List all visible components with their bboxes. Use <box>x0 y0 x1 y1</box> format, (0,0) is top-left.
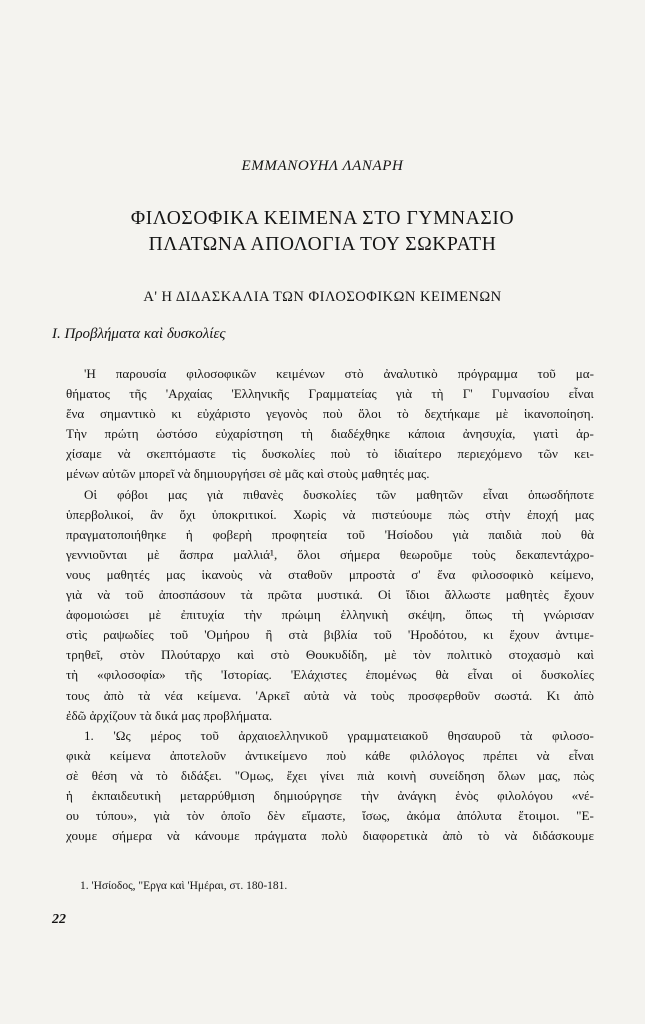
section-heading: Α' Η ΔΙΔΑΣΚΑΛΙΑ ΤΩΝ ΦΙΛΟΣΟΦΙΚΩΝ ΚΕΙΜΕΝΩΝ <box>143 289 502 305</box>
text-line: νους μαθητές μας ἱκανοὺς νὰ σταθοῦν μπροστὰ σ' ἕνα φιλοσοφικὸ κείμενο, <box>66 566 594 582</box>
text-line: ου τύπου», γιὰ τὸν ὁποῖο δὲν εἴμαστε, ἴσως, ἀκόμα ἀπόλυτα ἕτοιμοι. "Ε- <box>66 808 594 824</box>
page-number: 22 <box>52 912 66 927</box>
subsection-heading: Ι. Προβλήματα καὶ δυσκολίες <box>52 326 226 342</box>
text-line: τρηθεῖ, στὸν Πλούταρχο καὶ στὸ Θουκυδίδη, μὲ τὸν πολιτικὸ στοχασμὸ καὶ <box>66 647 594 663</box>
text-line: χίσαμε νὰ σκεπτόμαστε τὶς δυσκολίες ποὺ τὸ ἰδιαίτερο περιεχόμενο τῶν κει- <box>66 446 594 462</box>
text-line: ἡ ἐκπαιδευτικὴ μεταρρύθμιση δημιούργησε τὴν ἀνάγκη ἑνὸς φιλολόγου «νέ- <box>66 787 594 803</box>
text-line: 1. 'Ως μέρος τοῦ ἀρχαιοελληνικοῦ γραμματειακοῦ θησαυροῦ τὰ φιλοσο- <box>84 727 594 743</box>
text-line: Οἱ φόβοι μας γιὰ πιθανὲς δυσκολίες τῶν μαθητῶν εἶναι ὁπωσδήποτε <box>84 486 594 502</box>
text-line: ἐδῶ ἀρχίζουν τὰ δικά μας προβλήματα. <box>66 707 273 723</box>
text-line: σὲ θέση νὰ τὸ διδάξει. "Ομως, ἔχει γίνει πιὰ κοινὴ συνείδηση ὅλων μας, πὼς <box>66 767 594 783</box>
text-line: πραγματοποιήθηκε ἡ φοβερὴ προφητεία τοῦ 'Ησίοδου γιὰ παιδιὰ ποὺ θὰ <box>66 526 594 542</box>
text-line: ὑπερβολικοί, ἂν ὄχι ὑποκριτικοί. Χωρὶς νὰ πιστεύουμε πὼς στὴν ἐποχή μας <box>66 506 594 522</box>
text-line: Τὴν πρώτη ὡστόσο εὐχαρίστηση τὴ διαδέχθηκε κάποια ἀνησυχία, γιατὶ ἀρ- <box>66 426 594 442</box>
body-text <box>66 364 594 846</box>
title-line-1: ΦΙΛΟΣΟΦΙΚΑ ΚΕΙΜΕΝΑ ΣΤΟ ΓΥΜΝΑΣΙΟ <box>130 208 515 229</box>
author-name: ΕΜΜΑΝΟΥΗΛ ΛΑΝΑΡΗ <box>241 158 404 174</box>
title-line-2: ΠΛΑΤΩΝΑ ΑΠΟΛΟΓΙΑ ΤΟΥ ΣΩΚΡΑΤΗ <box>148 234 497 255</box>
text-line: τους ἀπὸ τὰ νέα κείμενα. 'Αρκεῖ αὐτὰ νὰ τοὺς προσφερθοῦν σωστά. Κι ἀπὸ <box>66 687 594 703</box>
text-line: φικὰ κείμενα ἀποτελοῦν ἀντικείμενο ποὺ κάθε φιλόλογος πρέπει νὰ εἶναι <box>66 747 594 763</box>
text-line: τὴ «φιλοσοφία» τῆς 'Ιστορίας. 'Ελάχιστες ἑπομένως θὰ εἶναι οἱ δυσκολίες <box>66 667 594 683</box>
text-line: γεννιοῦνται μὲ ἄσπρα μαλλιά¹, ὅλοι σήμερα θεωροῦμε τοὺς δεκαπεντάχρο- <box>66 546 594 562</box>
footnote: 1. 'Ησίοδος, "Εργα καὶ 'Ημέραι, στ. 180-181. <box>80 880 288 892</box>
text-line: χουμε σήμερα νὰ κάνουμε πράγματα πολὺ διαφορετικὰ ἀπὸ τὸ νὰ διδάσκουμε <box>66 828 594 844</box>
text-line: 'Η παρουσία φιλοσοφικῶν κειμένων στὸ ἀναλυτικὸ πρόγραμμα τοῦ μα- <box>84 366 594 381</box>
text-line: στὶς ραψωδίες τοῦ 'Ομήρου ἢ στὰ βιβλία τοῦ 'Ηροδότου, κι ἔχουν ἀντιμε- <box>66 627 594 643</box>
text-line: γιὰ νὰ τοῦ ἀποσπάσουν τὰ πρῶτα μυστικά. Οἱ ἴδιοι ἄλλωστε μαθητὲς ἔχουν <box>66 587 594 603</box>
text-line: μένων αὐτῶν μπορεῖ νὰ δημιουργήσει σὲ μᾶς καὶ στοὺς μαθητές μας. <box>66 466 430 482</box>
text-line: θήματος τῆς 'Αρχαίας 'Ελληνικῆς Γραμματείας γιὰ τὴ Γ' Γυμνασίου εἶναι <box>66 386 594 402</box>
text-line: ἀφομοιώσει μὲ ἐπιτυχία τὴν πρώιμη ἑλληνικὴ σκέψη, ὅπως τὴ γνώρισαν <box>66 607 594 623</box>
text-line: ἕνα σημαντικὸ κι εὐχάριστο γεγονὸς ποὺ ὅλοι τὸ δεχτήκαμε μὲ ἱκανοποίηση. <box>66 406 594 422</box>
